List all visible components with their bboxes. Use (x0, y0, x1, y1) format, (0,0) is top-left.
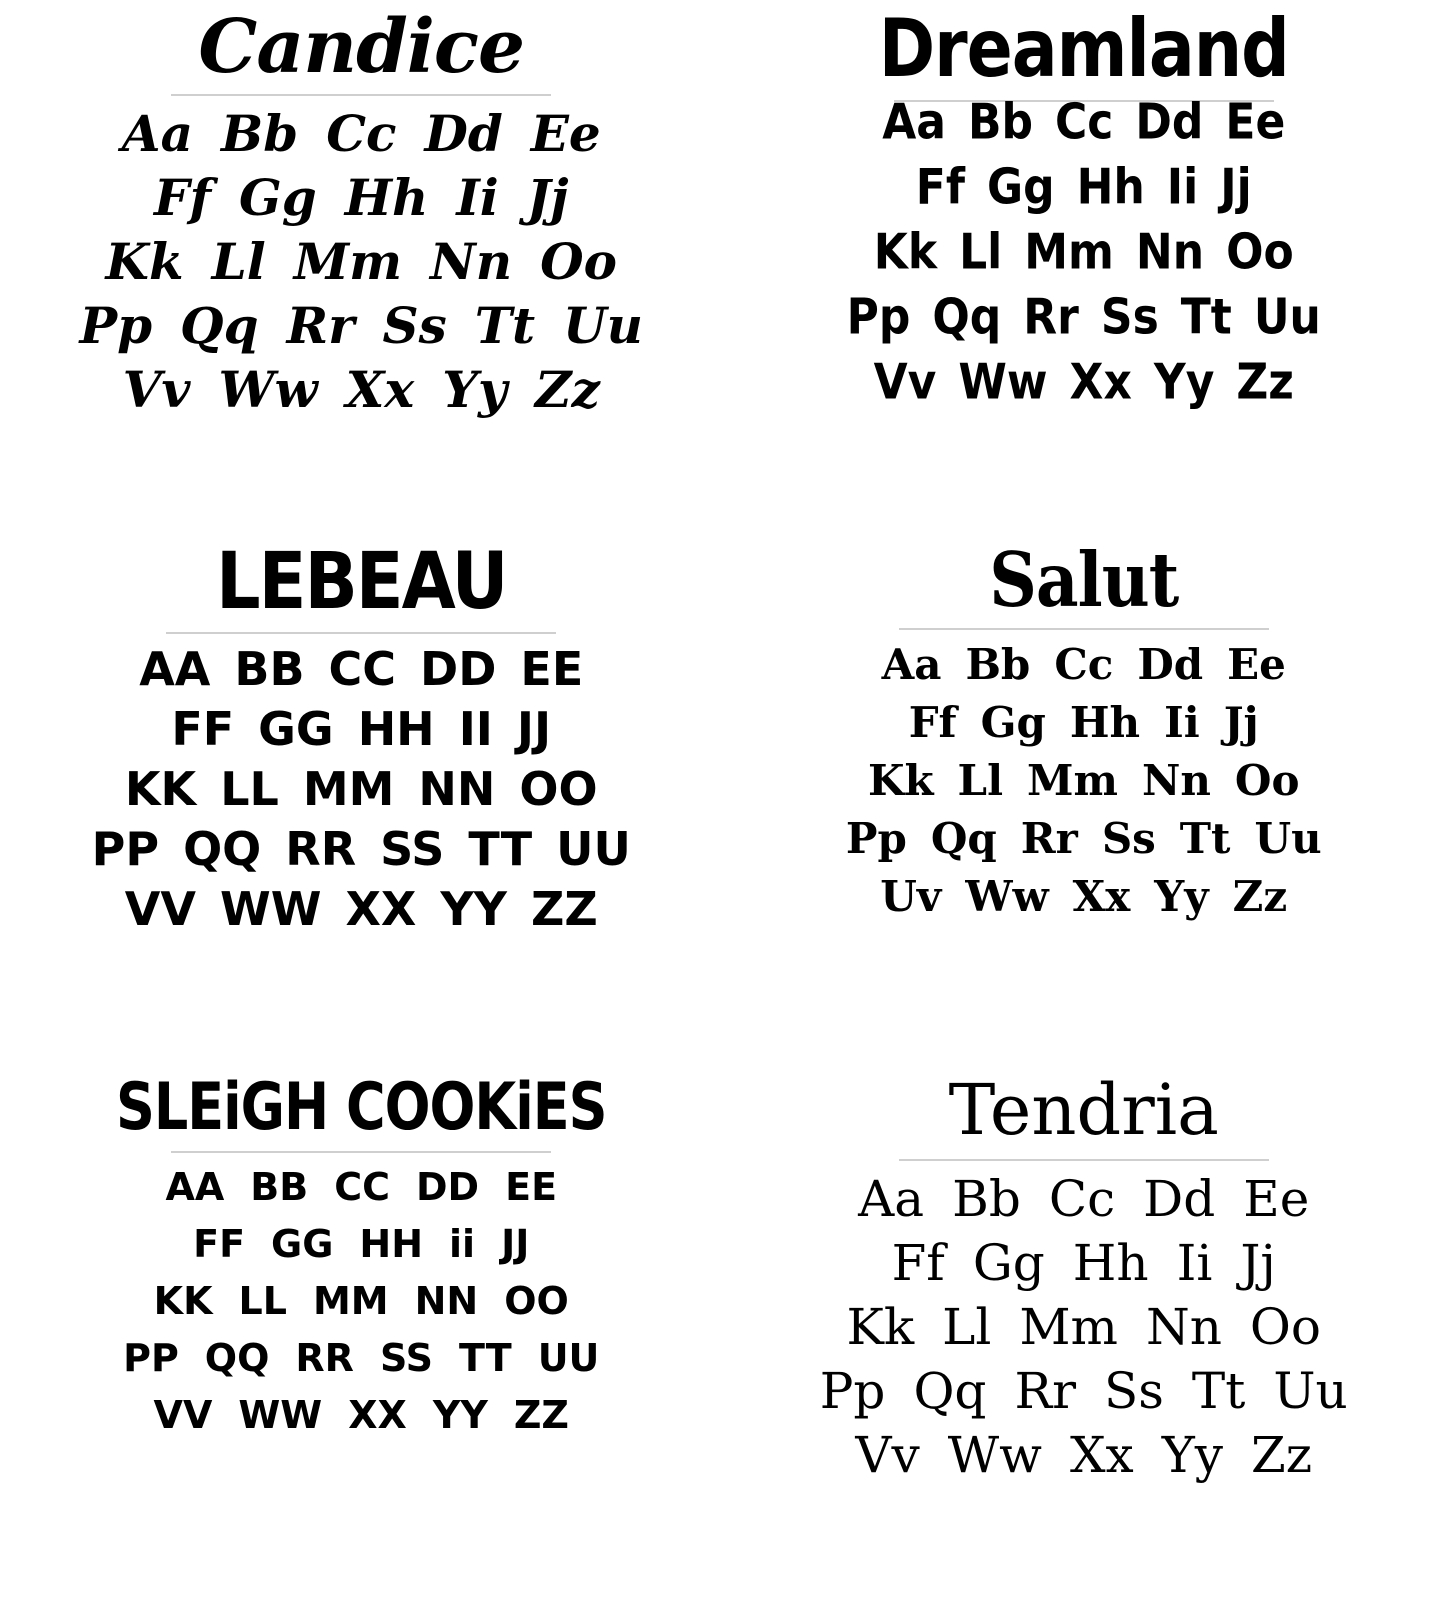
font-title-tendria: Tendria (948, 1068, 1219, 1151)
letter-pair: GG (271, 1221, 334, 1266)
letter-pair: Ww (947, 1425, 1042, 1484)
letter-pair: Oo (1249, 1297, 1321, 1356)
letter-pair: Ss (1104, 1361, 1164, 1420)
font-title-lebeau: LEBEAU (216, 535, 507, 628)
letter-pair: Ss (1100, 289, 1159, 347)
alphabet-row (806, 1359, 1362, 1423)
letter-pair: Ii (1166, 158, 1199, 217)
letter-pair: Hh (1069, 698, 1141, 748)
alphabet-row (65, 230, 657, 294)
letter-pair: Mm (1027, 756, 1118, 806)
font-title-dreamland: Dreamland (878, 2, 1289, 97)
letter-pair: Aa (121, 104, 193, 163)
alphabet-row (836, 221, 1332, 286)
letter-pair: Vv (873, 354, 937, 412)
letter-pair: EE (520, 642, 584, 697)
letter-pair: ZZ (531, 881, 598, 936)
alphabet-row (834, 636, 1334, 694)
alphabet-row (80, 760, 643, 820)
letter-pair: JJ (501, 1221, 530, 1266)
letter-pair: Rr (1023, 289, 1079, 347)
alphabet-row (80, 820, 643, 880)
letter-pair: Rr (286, 296, 355, 355)
letter-pair: OO (519, 761, 598, 816)
letter-pair: Zz (1251, 1425, 1313, 1484)
letter-pair: Ee (530, 104, 601, 163)
letter-pair: FF (193, 1221, 246, 1266)
letter-pair: Uu (1273, 1361, 1348, 1420)
alphabet-lebeau (80, 640, 643, 939)
letter-pair: Ii (1164, 698, 1200, 748)
letter-pair: MM (302, 761, 395, 816)
alphabet-row (806, 1423, 1362, 1487)
letter-pair: Qq (180, 296, 259, 355)
letter-pair: Xx (1069, 354, 1132, 412)
letter-pair: Nn (1141, 756, 1211, 806)
alphabet-row (110, 1387, 612, 1444)
letter-pair: Yy (442, 360, 507, 419)
letter-pair: Xx (1069, 1425, 1134, 1484)
letter-pair: Bb (220, 104, 299, 163)
letter-pair: NN (414, 1278, 479, 1323)
letter-pair: Dd (424, 104, 503, 163)
letter-pair: Qq (932, 289, 1002, 347)
letter-pair: Bb (952, 1169, 1021, 1228)
letter-pair: QQ (183, 821, 262, 876)
letter-pair: Gg (239, 168, 317, 227)
letter-pair: Vv (855, 1425, 920, 1484)
alphabet-row (836, 351, 1332, 416)
letter-pair: Gg (980, 698, 1046, 748)
alphabet-sleigh-cookies (110, 1159, 612, 1444)
divider-candice (171, 94, 551, 96)
alphabet-row (110, 1273, 612, 1330)
letter-pair: PP (123, 1335, 179, 1380)
letter-pair: Ww (958, 354, 1048, 412)
alphabet-row (834, 868, 1334, 926)
letter-pair: II (458, 702, 493, 757)
letter-pair: Oo (1234, 756, 1300, 806)
letter-pair: UU (556, 821, 631, 876)
letter-pair: Gg (987, 158, 1055, 217)
letter-pair: GG (258, 702, 334, 757)
divider-lebeau (166, 632, 556, 634)
letter-pair: Mm (293, 232, 403, 291)
letter-pair: Qq (930, 814, 997, 864)
letter-pair: Ss (382, 296, 447, 355)
letter-pair: WW (219, 881, 322, 936)
letter-pair: Uu (563, 296, 644, 355)
letter-pair: Hh (1072, 1233, 1149, 1292)
letter-pair: ZZ (513, 1392, 569, 1437)
specimen-dreamland (723, 0, 1445, 532)
letter-pair: DD (420, 642, 497, 697)
alphabet-row (834, 810, 1334, 868)
letter-pair: Aa (881, 640, 942, 690)
letter-pair: Uv (880, 872, 942, 922)
letter-pair: Uu (1254, 814, 1322, 864)
letter-pair: Tt (474, 296, 536, 355)
letter-pair: YY (432, 1392, 488, 1437)
letter-pair: Oo (540, 232, 617, 291)
letter-pair: Vv (122, 360, 191, 419)
alphabet-row (834, 694, 1334, 752)
letter-pair: BB (250, 1164, 309, 1209)
alphabet-row (65, 166, 657, 230)
letter-pair: Pp (819, 1361, 886, 1420)
alphabet-dreamland (836, 91, 1332, 416)
letter-pair: Jj (1220, 158, 1252, 217)
alphabet-row (806, 1167, 1362, 1231)
letter-pair: Dd (1135, 93, 1204, 152)
letter-pair: Jj (1240, 1233, 1276, 1292)
letter-pair: Jj (526, 168, 569, 227)
letter-pair: Bb (967, 93, 1033, 152)
letter-pair: XX (348, 1392, 407, 1437)
letter-pair: LL (238, 1278, 287, 1323)
letter-pair: SS (380, 821, 445, 876)
letter-pair: DD (416, 1164, 480, 1209)
letter-pair: Aa (882, 93, 946, 152)
letter-pair: YY (440, 881, 507, 936)
letter-pair: Yy (1154, 872, 1209, 922)
letter-pair: Hh (344, 168, 429, 227)
letter-pair: AA (139, 642, 211, 697)
divider-sleigh-cookies (171, 1151, 551, 1153)
divider-salut (899, 628, 1269, 630)
alphabet-row (110, 1159, 612, 1216)
letter-pair: Hh (1076, 158, 1145, 217)
letter-pair: Rr (1020, 814, 1078, 864)
letter-pair: HH (359, 1221, 424, 1266)
alphabet-row (65, 294, 657, 358)
letter-pair: Pp (846, 289, 911, 347)
letter-pair: Mm (1019, 1297, 1118, 1356)
divider-tendria (899, 1159, 1269, 1161)
letter-pair: ii (449, 1221, 476, 1266)
letter-pair: PP (91, 821, 160, 876)
font-title-salut: Salut (989, 535, 1179, 625)
letter-pair: KK (124, 761, 197, 816)
letter-pair: XX (345, 881, 417, 936)
letter-pair: WW (238, 1392, 323, 1437)
letter-pair: MM (312, 1278, 389, 1323)
letter-pair: Ff (154, 168, 212, 227)
letter-pair: Cc (1054, 640, 1114, 690)
letter-pair: Nn (430, 232, 513, 291)
letter-pair: Kk (105, 232, 184, 291)
letter-pair: Kk (846, 1297, 915, 1356)
letter-pair: Cc (326, 104, 397, 163)
letter-pair: SS (379, 1335, 433, 1380)
alphabet-row (806, 1295, 1362, 1359)
letter-pair: FF (171, 702, 235, 757)
letter-pair: Cc (1048, 1169, 1116, 1228)
letter-pair: Jj (1223, 698, 1259, 748)
letter-pair: QQ (204, 1335, 270, 1380)
letter-pair: RR (285, 821, 357, 876)
letter-pair: Yy (1161, 1425, 1224, 1484)
letter-pair: AA (165, 1164, 225, 1209)
letter-pair: Zz (535, 360, 600, 419)
letter-pair: Cc (1054, 93, 1114, 152)
letter-pair: HH (357, 702, 435, 757)
letter-pair: Kk (873, 224, 938, 282)
alphabet-row (836, 286, 1332, 351)
specimen-candice (0, 0, 723, 532)
letter-pair: Ll (942, 1297, 992, 1356)
letter-pair: Nn (1135, 224, 1205, 282)
letter-pair: Tt (1191, 1361, 1246, 1420)
alphabet-row (836, 91, 1332, 156)
letter-pair: Yy (1153, 354, 1215, 412)
letter-pair: Ll (959, 224, 1003, 282)
letter-pair: Kk (867, 756, 934, 806)
letter-pair: LL (220, 761, 279, 816)
letter-pair: Ww (218, 360, 318, 419)
letter-pair: Ff (891, 1233, 945, 1292)
letter-pair: Dd (1143, 1169, 1216, 1228)
letter-pair: Ww (965, 872, 1049, 922)
specimen-tendria (723, 1065, 1445, 1597)
letter-pair: Qq (913, 1361, 987, 1420)
alphabet-tendria (806, 1167, 1362, 1487)
letter-pair: Ii (1176, 1233, 1213, 1292)
letter-pair: Zz (1232, 872, 1288, 922)
letter-pair: Gg (972, 1233, 1045, 1292)
alphabet-row (65, 358, 657, 422)
letter-pair: OO (504, 1278, 569, 1323)
letter-pair: Ll (211, 232, 266, 291)
letter-pair: Rr (1014, 1361, 1076, 1420)
alphabet-salut (834, 636, 1334, 926)
letter-pair: Xx (345, 360, 415, 419)
alphabet-row (80, 880, 643, 940)
letter-pair: Ff (908, 698, 957, 748)
specimen-lebeau (0, 532, 723, 1064)
alphabet-candice (65, 102, 657, 422)
letter-pair: VV (153, 1392, 213, 1437)
alphabet-row (80, 640, 643, 700)
letter-pair: Ii (456, 168, 499, 227)
letter-pair: Nn (1145, 1297, 1222, 1356)
alphabet-row (834, 752, 1334, 810)
letter-pair: Dd (1137, 640, 1204, 690)
letter-pair: Pp (79, 296, 153, 355)
letter-pair: TT (468, 821, 533, 876)
font-title-sleigh-cookies: SLEiGH COOKiES (115, 1068, 607, 1145)
alphabet-row (80, 700, 643, 760)
letter-pair: NN (418, 761, 496, 816)
letter-pair: Ff (915, 158, 965, 217)
letter-pair: CC (334, 1164, 391, 1209)
letter-pair: Uu (1253, 289, 1321, 347)
letter-pair: RR (295, 1335, 354, 1380)
letter-pair: Ee (1227, 640, 1286, 690)
alphabet-row (110, 1216, 612, 1273)
letter-pair: KK (153, 1278, 213, 1323)
letter-pair: Mm (1024, 224, 1114, 282)
letter-pair: Xx (1072, 872, 1131, 922)
letter-pair: Ee (1243, 1169, 1310, 1228)
letter-pair: Bb (965, 640, 1031, 690)
specimen-sleigh-cookies (0, 1065, 723, 1597)
letter-pair: Ss (1101, 814, 1156, 864)
letter-pair: Ee (1225, 93, 1286, 152)
alphabet-row (836, 156, 1332, 221)
letter-pair: EE (505, 1164, 558, 1209)
alphabet-row (806, 1231, 1362, 1295)
letter-pair: CC (328, 642, 397, 697)
letter-pair: Tt (1179, 814, 1231, 864)
letter-pair: VV (124, 881, 196, 936)
letter-pair: Pp (845, 814, 907, 864)
specimen-salut (723, 532, 1445, 1064)
letter-pair: JJ (516, 702, 552, 757)
letter-pair: Tt (1180, 289, 1232, 347)
letter-pair: Zz (1236, 354, 1294, 412)
letter-pair: TT (458, 1335, 512, 1380)
font-title-candice: Candice (198, 4, 525, 90)
letter-pair: BB (234, 642, 305, 697)
letter-pair: Aa (858, 1169, 925, 1228)
alphabet-row (110, 1330, 612, 1387)
letter-pair: UU (537, 1335, 600, 1380)
alphabet-row (65, 102, 657, 166)
letter-pair: Oo (1226, 224, 1294, 282)
letter-pair: Ll (957, 756, 1004, 806)
